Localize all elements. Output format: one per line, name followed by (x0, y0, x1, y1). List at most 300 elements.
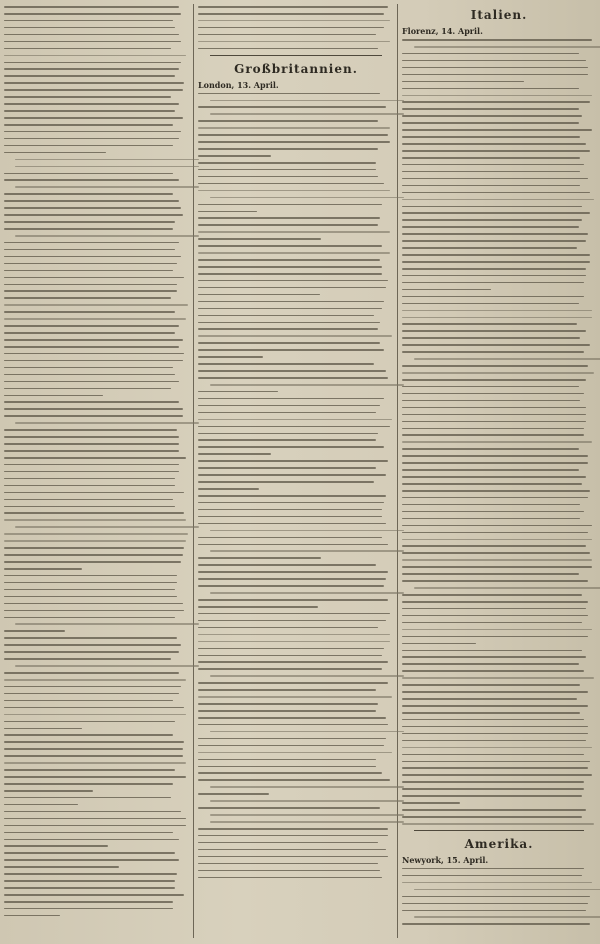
text-line (198, 759, 376, 761)
text-line (402, 670, 584, 672)
text-line (198, 134, 388, 136)
text-line (402, 580, 588, 582)
text-line (198, 405, 380, 407)
text-line (198, 835, 388, 837)
text-line (402, 108, 579, 110)
column-divider (397, 4, 398, 938)
text-line (402, 289, 491, 291)
text-line (198, 856, 388, 858)
text-line (198, 224, 378, 226)
text-line (4, 845, 108, 847)
text-line (4, 117, 183, 119)
text-line (4, 672, 179, 674)
text-line (4, 82, 184, 84)
text-line (198, 495, 386, 497)
text-line (198, 710, 376, 712)
text-line (198, 537, 382, 539)
text-line (4, 644, 181, 646)
text-line (4, 360, 183, 362)
text-line (402, 802, 460, 804)
text-line (198, 724, 388, 726)
text-line (198, 717, 386, 719)
text-line (4, 596, 177, 598)
text-line (402, 261, 590, 263)
text-line (198, 849, 386, 851)
text-line (198, 301, 384, 303)
text-line (4, 561, 181, 563)
text-line (402, 483, 582, 485)
text-line (4, 138, 179, 140)
text-line (4, 825, 186, 827)
text-line (4, 415, 183, 417)
text-line (4, 207, 181, 209)
text-line (4, 637, 177, 639)
text-line (210, 800, 404, 802)
text-line (198, 488, 259, 490)
text-line (4, 228, 173, 230)
text-line (402, 379, 586, 381)
text-line (402, 39, 592, 41)
text-line (4, 658, 171, 660)
text-line (4, 762, 186, 764)
text-line (198, 106, 386, 108)
text-line (4, 512, 184, 514)
text-line (402, 185, 580, 187)
column-middle (198, 6, 394, 936)
text-line (402, 719, 584, 721)
text-line (210, 731, 404, 733)
text-line (402, 712, 580, 714)
text-line (402, 545, 586, 547)
article-text-block (4, 6, 190, 916)
text-line (402, 81, 524, 83)
text-line (4, 96, 171, 98)
text-line (4, 575, 177, 577)
text-line (402, 60, 586, 62)
text-line (198, 509, 382, 511)
text-line (198, 169, 376, 171)
text-line (4, 533, 188, 535)
text-line (198, 842, 378, 844)
text-line (402, 740, 586, 742)
section-separator (414, 830, 584, 831)
text-line (210, 530, 404, 532)
text-line (4, 734, 173, 736)
text-line (198, 120, 378, 122)
text-line (4, 630, 65, 632)
text-line (402, 677, 594, 679)
text-line (402, 656, 586, 658)
text-line (402, 490, 590, 492)
article-text-block (402, 868, 596, 925)
text-line (210, 100, 404, 102)
text-line (414, 916, 600, 918)
text-line (4, 214, 183, 216)
text-line (198, 6, 388, 8)
text-line (402, 226, 579, 228)
text-line (4, 700, 173, 702)
text-line (198, 349, 384, 351)
text-line (402, 275, 586, 277)
text-line (4, 894, 184, 896)
text-line (402, 594, 582, 596)
text-line (402, 511, 584, 513)
text-line (198, 315, 374, 317)
article-text-block (198, 6, 394, 49)
text-line (402, 206, 582, 208)
section-heading-britain: Großbritannien. (234, 61, 358, 76)
text-line (402, 896, 590, 898)
text-line (198, 231, 390, 233)
text-line (402, 282, 584, 284)
text-line (198, 391, 278, 393)
text-line (402, 559, 592, 561)
text-line (198, 280, 388, 282)
text-line (4, 880, 175, 882)
text-line (402, 795, 582, 797)
text-line (402, 414, 586, 416)
text-line (198, 772, 382, 774)
text-line (198, 238, 321, 240)
text-line (198, 439, 376, 441)
text-line (402, 365, 588, 367)
text-line (4, 297, 171, 299)
text-line (402, 469, 579, 471)
text-line (15, 623, 199, 625)
text-line (198, 211, 257, 213)
text-line (4, 450, 179, 452)
text-line (15, 526, 199, 528)
text-line (4, 728, 82, 730)
text-line (198, 481, 374, 483)
text-line (198, 682, 388, 684)
text-line (198, 516, 382, 518)
text-line (402, 219, 582, 221)
text-line (4, 173, 173, 175)
text-line (402, 552, 590, 554)
text-line (402, 88, 579, 90)
text-line (210, 197, 404, 199)
text-line (4, 471, 179, 473)
text-line (210, 550, 404, 552)
text-line (4, 75, 175, 77)
text-line (402, 303, 579, 305)
text-line (4, 686, 181, 688)
text-line (198, 34, 376, 36)
text-line (4, 741, 184, 743)
text-line (198, 689, 376, 691)
text-line (15, 166, 199, 168)
text-line (402, 268, 586, 270)
text-line (198, 162, 376, 164)
text-line (402, 504, 580, 506)
text-line (198, 398, 384, 400)
text-line (4, 603, 183, 605)
text-line (198, 453, 271, 455)
text-line (4, 388, 171, 390)
text-line (402, 150, 590, 152)
text-line (198, 502, 384, 504)
text-line (402, 136, 580, 138)
text-line (4, 651, 179, 653)
text-line (402, 212, 590, 214)
text-line (198, 183, 384, 185)
text-line (402, 296, 584, 298)
text-line (198, 474, 386, 476)
text-line (198, 27, 384, 29)
text-line (402, 875, 582, 877)
text-line (402, 192, 590, 194)
text-line (198, 661, 388, 663)
text-line (4, 540, 186, 542)
text-line (4, 367, 173, 369)
text-line (4, 693, 179, 695)
text-line (198, 363, 374, 365)
text-line (198, 204, 382, 206)
text-line (402, 310, 592, 312)
text-line (402, 247, 577, 249)
text-line (4, 332, 175, 334)
text-line (402, 539, 592, 541)
text-line (4, 256, 181, 258)
text-line (402, 573, 579, 575)
text-line (198, 620, 386, 622)
text-line (402, 823, 594, 825)
text-line (198, 627, 378, 629)
section-heading-italy: Italien. (470, 8, 528, 22)
text-line (198, 446, 384, 448)
text-line (198, 863, 378, 865)
text-line (402, 67, 588, 69)
text-line (402, 393, 584, 395)
text-line (198, 460, 388, 462)
text-line (402, 923, 590, 925)
text-line (198, 93, 380, 95)
column-divider (193, 4, 194, 938)
text-line (210, 814, 404, 816)
text-line (4, 6, 179, 8)
text-line (402, 400, 580, 402)
text-line (4, 707, 184, 709)
text-line (198, 217, 380, 219)
text-line (198, 585, 384, 587)
text-line (4, 242, 179, 244)
text-line (4, 339, 183, 341)
text-line (4, 776, 186, 778)
text-line (402, 532, 588, 534)
text-line (402, 476, 586, 478)
text-line (402, 441, 592, 443)
text-line (4, 714, 186, 716)
text-line (4, 811, 181, 813)
text-line (402, 95, 592, 97)
text-line (402, 781, 584, 783)
text-line (198, 655, 382, 657)
text-line (198, 273, 382, 275)
text-line (4, 304, 188, 306)
text-line (4, 485, 175, 487)
text-line (4, 103, 179, 105)
text-line (4, 408, 183, 410)
text-line (198, 634, 390, 636)
text-line (402, 462, 588, 464)
section-heading-america: Amerika. (464, 836, 534, 851)
text-line (402, 903, 588, 905)
text-line (198, 328, 378, 330)
text-line (402, 761, 590, 763)
text-line (15, 159, 199, 161)
text-line (414, 358, 600, 360)
text-line (414, 587, 600, 589)
text-line (198, 342, 380, 344)
text-line (15, 186, 199, 188)
text-line (402, 566, 592, 568)
text-line (402, 809, 586, 811)
text-line (198, 356, 263, 358)
text-line (4, 13, 181, 15)
text-line (4, 263, 177, 265)
text-line (4, 679, 186, 681)
text-line (198, 419, 392, 421)
text-line (402, 372, 594, 374)
text-line (198, 828, 388, 830)
text-line (402, 199, 594, 201)
text-line (4, 270, 173, 272)
text-line (4, 200, 179, 202)
text-line (198, 412, 376, 414)
text-line (198, 696, 392, 698)
section-separator (210, 55, 382, 56)
text-line (4, 68, 179, 70)
text-line (402, 74, 588, 76)
text-line (4, 318, 186, 320)
text-line (198, 176, 378, 178)
text-line (210, 592, 404, 594)
text-line (198, 245, 382, 247)
text-line (4, 152, 106, 154)
text-line (402, 868, 584, 870)
text-line (402, 351, 584, 353)
text-line (15, 665, 199, 667)
text-line (198, 557, 321, 559)
text-line (402, 53, 579, 55)
text-line (4, 859, 179, 861)
text-line (198, 745, 384, 747)
text-line (402, 317, 592, 319)
text-line (198, 544, 388, 546)
article-text-block (198, 93, 394, 879)
text-line (4, 547, 184, 549)
text-line (4, 748, 183, 750)
text-line (4, 179, 179, 181)
text-line (4, 915, 60, 917)
text-line (4, 804, 78, 806)
text-line (402, 434, 584, 436)
text-line (402, 178, 588, 180)
text-line (402, 344, 590, 346)
text-line (4, 769, 175, 771)
text-line (4, 901, 173, 903)
text-line (198, 48, 378, 50)
text-line (4, 617, 175, 619)
text-line (402, 497, 588, 499)
text-line (4, 554, 183, 556)
text-line (4, 908, 173, 910)
text-line (402, 254, 590, 256)
text-line (402, 767, 588, 769)
text-line (198, 426, 390, 428)
text-line (15, 235, 199, 237)
text-line (4, 62, 181, 64)
text-line (402, 525, 592, 527)
text-line (402, 747, 592, 749)
text-line (4, 478, 175, 480)
text-line (198, 752, 392, 754)
dateline-florence: Florenz, 14. April. (402, 26, 483, 36)
text-line (198, 370, 386, 372)
text-line (4, 110, 175, 112)
text-line (402, 882, 592, 884)
text-line (198, 287, 386, 289)
text-line (402, 643, 476, 645)
text-line (210, 113, 404, 115)
text-line (210, 384, 404, 386)
text-line (414, 46, 600, 48)
text-line (4, 839, 179, 841)
text-line (198, 571, 388, 573)
text-line (4, 277, 184, 279)
text-line (402, 684, 580, 686)
text-line (4, 818, 186, 820)
text-line (402, 663, 579, 665)
text-line (198, 322, 380, 324)
text-line (402, 115, 582, 117)
text-line (198, 606, 318, 608)
text-line (198, 703, 378, 705)
text-line (198, 523, 386, 525)
text-line (198, 41, 390, 43)
text-line (4, 721, 175, 723)
text-line (4, 401, 179, 403)
text-line (198, 766, 376, 768)
text-line (4, 492, 184, 494)
text-line (4, 519, 186, 521)
text-line (4, 797, 171, 799)
text-line (402, 726, 588, 728)
text-line (402, 629, 592, 631)
text-line (4, 48, 171, 50)
text-line (198, 294, 320, 296)
text-line (402, 129, 592, 131)
text-line (402, 615, 588, 617)
text-line (198, 738, 386, 740)
text-line (4, 346, 179, 348)
text-line (402, 774, 592, 776)
text-line (4, 193, 173, 195)
text-line (198, 599, 388, 601)
text-line (402, 455, 588, 457)
text-line (402, 122, 579, 124)
text-line (4, 27, 175, 29)
text-line (402, 101, 590, 103)
text-line (4, 582, 177, 584)
text-line (402, 448, 579, 450)
text-line (4, 457, 186, 459)
text-line (198, 564, 376, 566)
text-line (402, 698, 577, 700)
text-line (198, 266, 382, 268)
text-line (198, 793, 269, 795)
